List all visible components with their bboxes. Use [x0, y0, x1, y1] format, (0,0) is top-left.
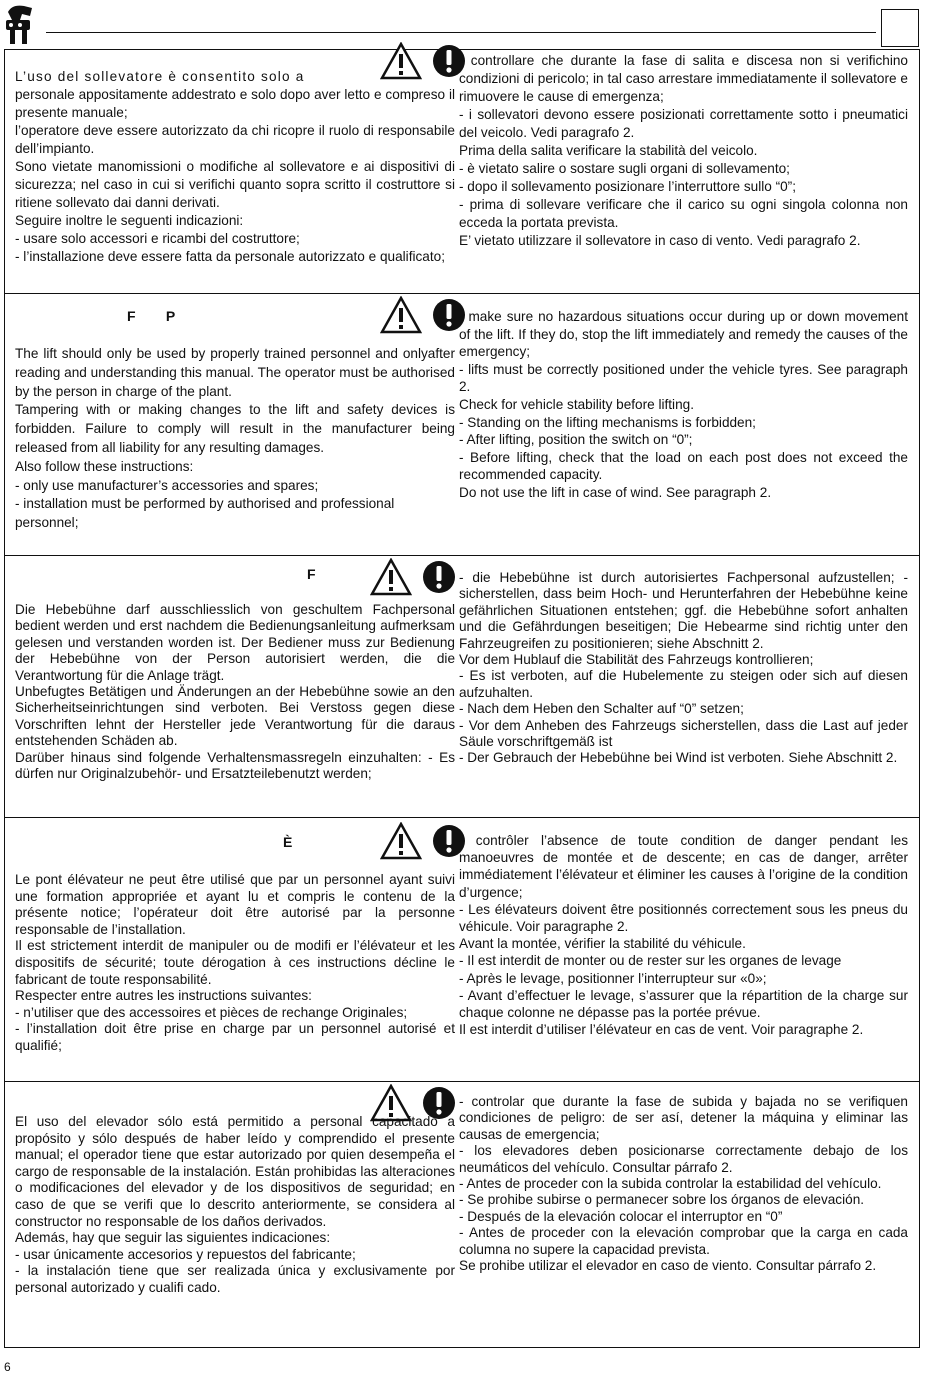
warning-triangle-icon: [380, 296, 422, 334]
paragraph: E’ vietato utilizzare il sollevatore in caso di vento. Vedi paragrafo 2.: [459, 233, 861, 248]
content-frame: [4, 49, 920, 1348]
warning-icons: [370, 558, 456, 596]
section-italian: [5, 50, 919, 294]
paragraph: - Vor dem Anheben des Fahrzeugs sicherstellen, dass die Last auf jeder Säule vorschriftgemäß ist: [459, 717, 908, 750]
section-heading: È: [283, 834, 294, 850]
german-right-column: [459, 570, 908, 767]
paragraph: Se prohibe utilizar el elevador en caso de viento. Consultar párrafo 2.: [459, 1258, 877, 1274]
page-number: 6: [4, 1360, 11, 1374]
paragraph: Check for vehicle stability before lifting.: [459, 396, 694, 412]
paragraph: - only use manufacturer’s accessories and spares;: [15, 477, 319, 493]
paragraph: personale appositamente addestrato e solo dopo aver letto e compreso il presente manuale;: [15, 87, 455, 120]
paragraph: l’operatore deve essere autorizzato da chi ricopre il ruolo di responsabile dell’impianto.: [15, 123, 455, 156]
paragraph: - è vietato salire o sostare sugli organi di sollevamento;: [459, 161, 790, 176]
paragraph: - contrôler l’absence de toute condition de danger pendant les manoeuvres de montée et de descente; en cas de danger, arrêter immédiatement l’élévateur et éliminer les causes à l’origine de la condition d’urgence;: [459, 833, 908, 900]
paragraph: Tampering with or making changes to the lift and safety devices is forbidden. Failure to comply will result in the manufacturer being released from all liability for any resulting damages.: [15, 402, 455, 455]
german-left-column: [15, 602, 455, 782]
warning-icons: [380, 296, 466, 334]
paragraph: Seguire inoltre le seguenti indicazioni:: [15, 213, 244, 228]
paragraph: - usar únicamente accesorios y repuestos del fabricante;: [15, 1246, 356, 1262]
paragraph: - lifts must be correctly positioned under the vehicle tyres. See paragraph 2.: [459, 361, 908, 395]
paragraph: L’uso del sollevatore è consentito solo a: [15, 69, 305, 84]
paragraph: - make sure no hazardous situations occur during up or down movement of the lift. If they do, stop the lift immediately and remedy the causes of the emergency;: [459, 309, 908, 360]
paragraph: - los elevadores deben posicionarse correctamente debajo de los neumáticos del vehículo. Consultar párrafo 2.: [459, 1143, 908, 1175]
paragraph: Sono vietate manomissioni o modifiche al sollevatore e ai dispositivi di sicurezza; nel caso in cui si verifichi quanto sopra scritto il costruttore si ritiene sollevato dai danni derivati.: [15, 159, 455, 210]
manufacturer-logo: [2, 2, 42, 48]
paragraph: Además, hay que seguir las siguientes indicaciones:: [15, 1230, 331, 1246]
section-french: [5, 818, 919, 1082]
paragraph: Respecter entre autres les instructions suivantes:: [15, 988, 312, 1004]
section-heading: F P: [127, 308, 177, 324]
paragraph: - Standing on the lifting mechanisms is forbidden;: [459, 414, 756, 430]
header-box: [881, 9, 919, 47]
french-right-column: [459, 832, 908, 1038]
section-spanish: [5, 1082, 919, 1346]
english-right-column: [459, 308, 908, 502]
italian-left-column: [15, 68, 455, 266]
english-left-column: [15, 345, 455, 533]
paragraph: - installation must be performed by authorised and professional: [15, 496, 395, 512]
section-english: [5, 294, 919, 556]
exclamation-circle-icon: [422, 560, 456, 594]
spanish-left-column: [15, 1114, 455, 1297]
paragraph: - Avant d’effectuer le levage, s’assurer que la répartition de la charge sur chaque colonne ne dépasse pas la portée prévue.: [459, 987, 908, 1021]
french-left-column: [15, 872, 455, 1055]
spanish-right-column: [459, 1094, 908, 1274]
paragraph: Prima della salita verificare la stabilità del veicolo.: [459, 143, 758, 158]
paragraph: - la instalación tiene que ser realizada única y exclusivamente por personal autorizado y cualifi cado.: [15, 1263, 455, 1295]
paragraph: - Antes de proceder con la subida controlar la estabilidad del vehículo.: [459, 1176, 882, 1192]
paragraph: - After lifting, position the switch on “0”;: [459, 432, 693, 448]
paragraph: - usare solo accessori e ricambi del costruttore;: [15, 231, 300, 246]
section-german: [5, 556, 919, 818]
paragraph: Die Hebebühne darf ausschliesslich von geschultem Fachpersonal bedient werden und erst nachdem die Bedienungsanleitung aufmerksam gelesen und verstanden worden ist. Der Bediener muss zur Bedienung der Hebebühne von der Person autorisiert werden, die die Verantwortung für die Anlage trägt.: [15, 602, 455, 683]
warning-icons: [380, 822, 466, 860]
paragraph: Also follow these instructions:: [15, 458, 194, 474]
warning-triangle-icon: [380, 822, 422, 860]
paragraph: Il est interdit d’utiliser l’élévateur en cas de vent. Voir paragraphe 2.: [459, 1022, 864, 1038]
italian-right-column: [459, 52, 908, 250]
section-heading: F: [307, 566, 317, 582]
paragraph: Le pont élévateur ne peut être utilisé que par un personnel ayant suivi une formation appropriée et ayant lu et compris le contenu de la présente notice; l’opérateur doit être autorisé par la personne responsable de l’installation.: [15, 872, 455, 937]
paragraph: - n’utiliser que des accessoires et pièces de rechange Originales;: [15, 1004, 408, 1020]
paragraph: - Les élévateurs doivent être positionnés correctement sous les pneus du véhicule. Voir paragraphe 2.: [459, 901, 908, 935]
paragraph: - Después de la elevación colocar el interruptor en “0”: [459, 1208, 783, 1224]
paragraph: Darüber hinaus sind folgende Verhaltensmassregeln einzuhalten: - Es dürfen nur Originalzubehör- und Ersatzteilebenutzt werden;: [15, 749, 455, 782]
paragraph: - Nach dem Heben den Schalter auf “0” setzen;: [459, 701, 744, 717]
paragraph: - Es ist verboten, auf die Hubelemente zu steigen oder sich auf diesen aufzuhalten.: [459, 668, 908, 700]
paragraph: - Il est interdit de monter ou de rester sur les organes de levage: [459, 953, 842, 969]
paragraph: Vor dem Hublauf die Stabilität des Fahrzeugs kontrollieren;: [459, 652, 814, 668]
paragraph: Unbefugtes Betätigen und Änderungen an der Hebebühne sowie an den Sicherheitseinrichtungen sind verboten. Bei Verstoss gegen diese Vorschriften lehnt der Hersteller jede Verantwortung für die daraus entstehenden Schäden ab.: [15, 684, 455, 749]
paragraph: Il est strictement interdit de manipuler ou de modifi er l’élévateur et les dispositifs de sécurité; toute dérogation à ces instructions décline le fabricant de toute responsabilité.: [15, 938, 455, 987]
paragraph: personnel;: [15, 515, 79, 531]
paragraph: - die Hebebühne ist durch autorisiertes Fachpersonal aufzustellen; - sicherstellen, dass beim Hoch- und Herunterfahren der Hebebühne keine gefährlichen Situationen entstehen; ggf. die Hebebühne sofort anhalten und die Gefährdungen beseitigen; Die Hebearme sind richtig unter den Fahrzeugreifen zu positionieren; siehe Abschnitt 2.: [459, 570, 908, 651]
paragraph: - prima di sollevare verificare che il carico su ogni singola colonna non ecceda la portata prevista.: [459, 197, 908, 230]
paragraph: - l’installation doit être prise en charge par un personnel autorisé et qualifié;: [15, 1021, 455, 1053]
paragraph: - controllare che durante la fase di salita e discesa non si verifichino condizioni di pericolo; in tal caso arrestare immediatamente il sollevatore e rimuovere le cause di emergenza;: [459, 53, 908, 104]
paragraph: The lift should only be used by properly trained personnel and onlyafter reading and understanding this manual. The operator must be authorised by the person in charge of the plant.: [15, 346, 455, 399]
paragraph: - controlar que durante la fase de subida y bajada no se verifiquen condiciones de peligro: de ser así, detener la máquina y eliminar las causas de emergencia;: [459, 1094, 908, 1142]
paragraph: Do not use the lift in case of wind. See paragraph 2.: [459, 484, 772, 500]
paragraph: - Après le levage, positionner l’interrupteur sur «0»;: [459, 970, 767, 986]
paragraph: - Se prohibe subirse o permanecer sobre los órganos de elevación.: [459, 1192, 865, 1208]
paragraph: - l’installazione deve essere fatta da personale autorizzato e qualificato;: [15, 249, 445, 264]
paragraph: - i sollevatori devono essere posizionati correttamente sotto i pneumatici del veicolo. Vedi paragrafo 2.: [459, 107, 908, 140]
paragraph: Avant la montée, vérifier la stabilité du véhicule.: [459, 936, 746, 952]
warning-triangle-icon: [370, 558, 412, 596]
paragraph: - Der Gebrauch der Hebebühne bei Wind ist verboten. Siehe Abschnitt 2.: [459, 750, 898, 766]
paragraph: - Before lifting, check that the load on each post does not exceed the recommended capacity.: [459, 449, 908, 483]
paragraph: El uso del elevador sólo está permitido a personal capacitado a propósito y sólo después de haber leído y comprendido el presente manual; el operador tiene que estar autorizado por quien desempeña el cargo de responsable de la instalación. Están prohibidas las alteraciones o modificaciones del elevador y de los dispositivos de seguridad; en caso de que se verifi que lo descrito anteriormente, se considera al constructor no responsable de los daños derivados.: [15, 1114, 455, 1229]
header-rule: [46, 32, 876, 33]
paragraph: - Antes de proceder con la elevación comprobar que la carga en cada columna no supere la capacidad prevista.: [459, 1225, 908, 1257]
paragraph: - dopo il sollevamento posizionare l’interruttore sullo “0”;: [459, 179, 796, 194]
